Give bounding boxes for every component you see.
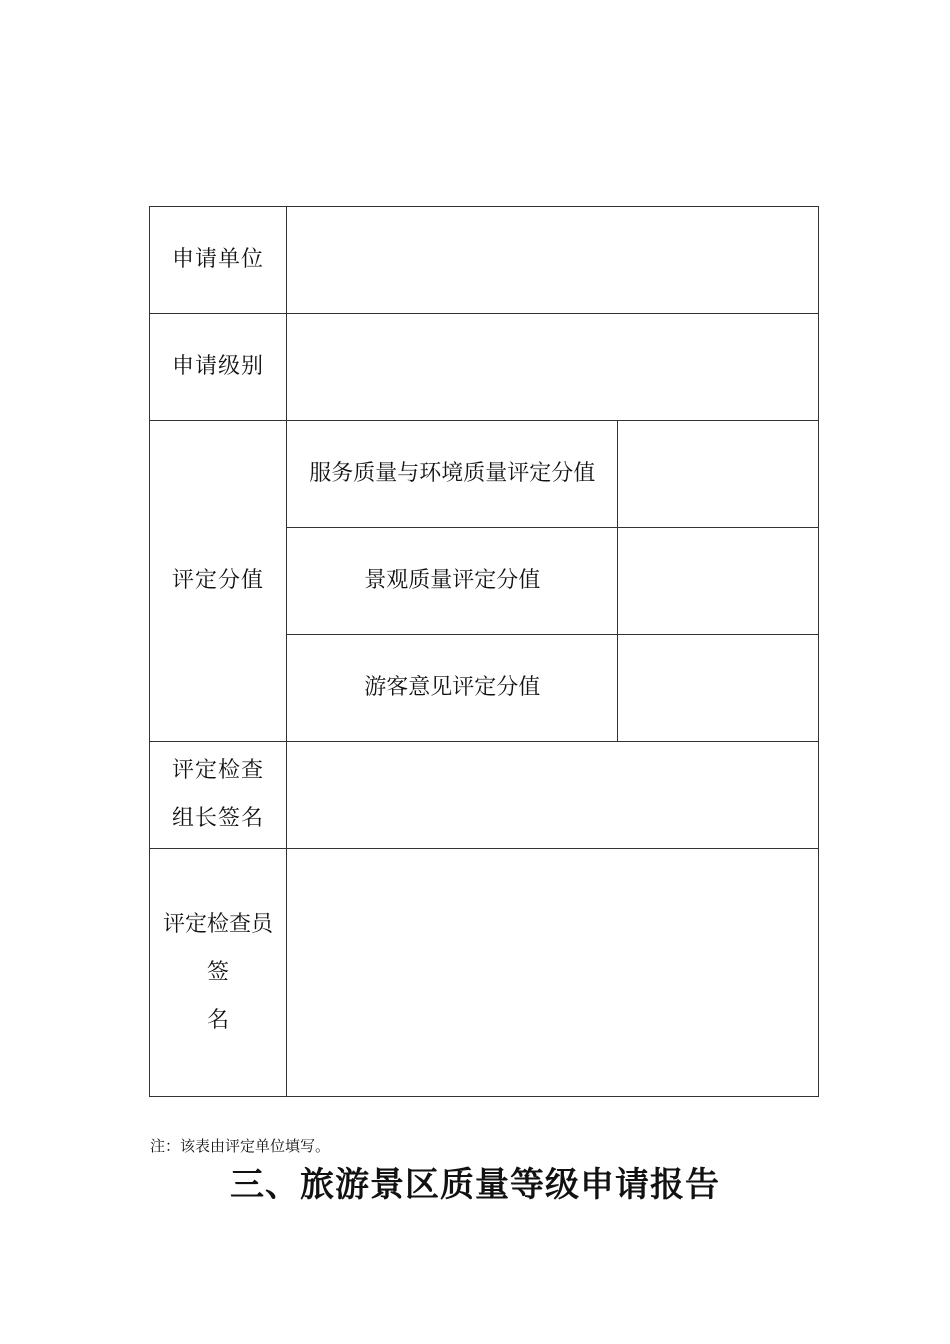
applicant-unit-row bbox=[150, 207, 819, 314]
applicant-unit-field[interactable] bbox=[287, 207, 819, 314]
inspector-signature-field[interactable] bbox=[287, 849, 819, 1097]
form-note: 注：该表由评定单位填写。 bbox=[150, 1137, 331, 1155]
inspector-signature-row bbox=[150, 849, 819, 1097]
leader-signature-label bbox=[150, 742, 287, 849]
score-item-value-landscape[interactable] bbox=[618, 528, 819, 635]
score-item-value-visitor[interactable] bbox=[618, 635, 819, 742]
leader-signature-row bbox=[150, 742, 819, 849]
inspector-signature-label bbox=[150, 849, 287, 1097]
applied-level-row bbox=[150, 314, 819, 421]
leader-signature-label-line2: 组长签名 bbox=[172, 806, 265, 831]
score-item-label-visitor: 游客意见评定分值 bbox=[287, 635, 618, 742]
section-heading: 三、旅游景区质量等级申请报告 bbox=[230, 1165, 720, 1205]
inspector-signature-label-line1: 评定检查员 bbox=[163, 911, 274, 937]
applicant-unit-label: 申请单位 bbox=[150, 207, 287, 314]
inspector-signature-label-name: 名 bbox=[207, 1007, 230, 1033]
inspector-signature-label-sign: 签 bbox=[207, 959, 230, 985]
leader-signature-label-line1: 评定检查 bbox=[172, 758, 265, 783]
score-item-value-service[interactable] bbox=[618, 421, 819, 528]
score-label: 评定分值 bbox=[150, 421, 287, 742]
evaluation-form-table bbox=[149, 206, 819, 1097]
applied-level-field[interactable] bbox=[287, 314, 819, 421]
score-item-label-service: 服务质量与环境质量评定分值 bbox=[287, 421, 618, 528]
score-item-label-landscape: 景观质量评定分值 bbox=[287, 528, 618, 635]
leader-signature-field[interactable] bbox=[287, 742, 819, 849]
inspector-signature-label-line2 bbox=[150, 949, 286, 1045]
score-row-service bbox=[150, 421, 819, 528]
applied-level-label: 申请级别 bbox=[150, 314, 287, 421]
